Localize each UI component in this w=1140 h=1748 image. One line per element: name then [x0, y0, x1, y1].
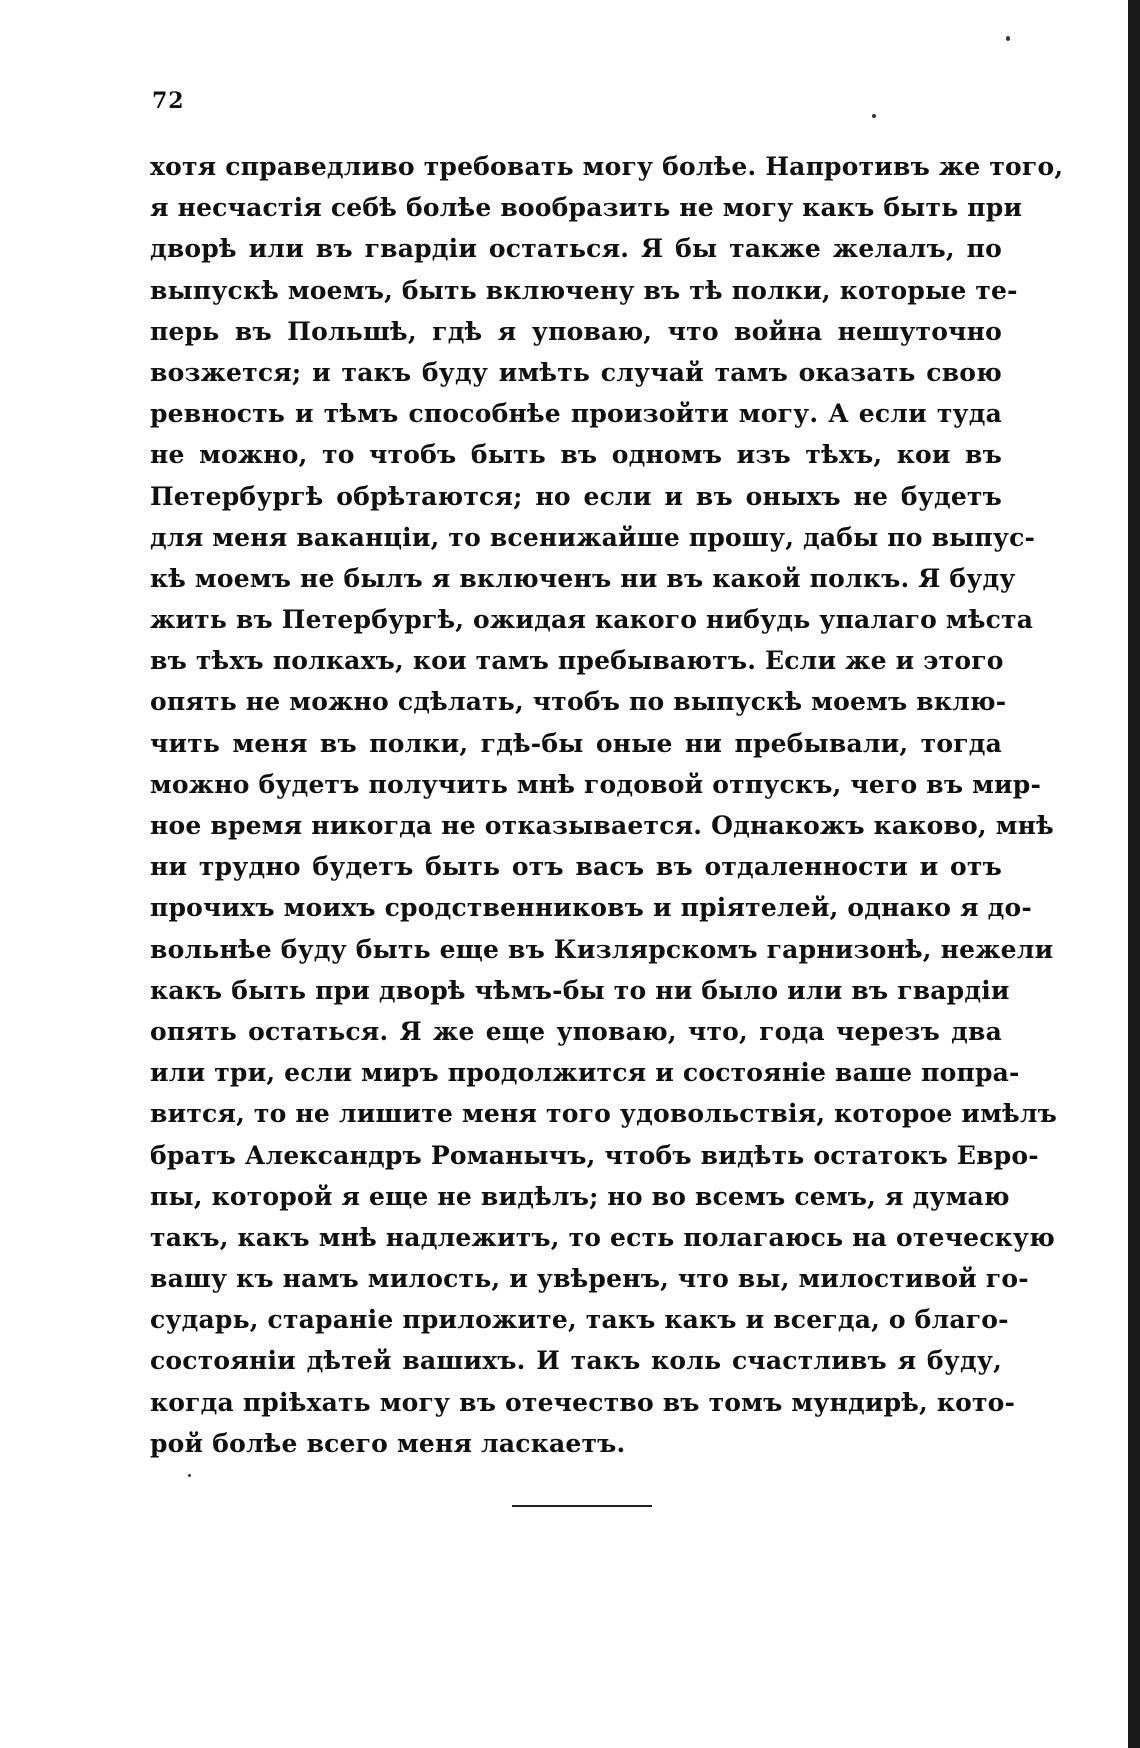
closing-rule: [512, 1505, 652, 1507]
text-line: опять остаться. Я же еще уповаю, что, года черезъ два: [150, 1016, 1002, 1046]
scan-edge: [1128, 0, 1140, 1748]
text-line: прочихъ моихъ сродственниковъ и пріятелей, однако я до-: [150, 893, 1032, 923]
text-line: или три, если миръ продолжится и состояніе ваше попра-: [150, 1058, 1020, 1088]
text-line: какъ быть при дворѣ чѣмъ-бы то ни было или въ гвардіи: [150, 975, 1010, 1005]
text-line: когда пріѣхать могу въ отечество въ томъ мундирѣ, кото-: [150, 1387, 1016, 1417]
text-line: вольнѣе буду быть еще въ Кизлярскомъ гарнизонѣ, нежели: [150, 934, 1054, 964]
text-line: дворѣ или въ гвардіи остаться. Я бы также желалъ, по: [150, 234, 1002, 264]
text-line: жить въ Петербургѣ, ожидая какого нибудь упалаго мѣста: [150, 605, 1034, 635]
text-line: ревность и тѣмъ способнѣе произойти могу. А если туда: [150, 399, 1002, 429]
text-line: ное время никогда не отказывается. Однакожъ каково, мнѣ: [150, 811, 1054, 840]
text-line: для меня ваканціи, то всенижайше прошу, дабы по выпус-: [150, 522, 1036, 552]
text-line: возжется; и такъ буду имѣть случай тамъ оказать свою: [150, 357, 1002, 387]
text-line: такъ, какъ мнѣ надлежитъ, то есть полагаюсь на отеческую: [150, 1222, 1055, 1252]
scan-speck: [1006, 36, 1010, 41]
text-line: выпускѣ моемъ, быть включену въ тѣ полки, которые те-: [150, 275, 1018, 305]
text-line: пы, которой я еще не видѣлъ; но во всемъ семъ, я думаю: [150, 1181, 1010, 1211]
text-line: можно будетъ получить мнѣ годовой отпускъ, чего въ мир-: [150, 769, 1042, 799]
text-line: хотя справедливо требовать могу болѣе. Напротивъ же того,: [150, 152, 1064, 181]
text-line: вится, то не лишите меня того удовольствія, которое имѣлъ: [150, 1099, 1058, 1129]
text-line: сударь, стараніе приложите, такъ какъ и всегда, о благо-: [150, 1305, 1009, 1335]
text-line: чить меня въ полки, гдѣ-бы оные ни пребывали, тогда: [150, 728, 1002, 758]
page-number: 72: [152, 88, 185, 114]
text-line: ни трудно будетъ быть отъ васъ въ отдаленности и отъ: [150, 852, 1002, 882]
scan-speck: [188, 1474, 191, 1477]
text-line: опять не можно сдѣлать, чтобъ по выпускѣ моемъ вклю-: [150, 687, 1007, 717]
text-line: рой болѣе всего меня ласкаетъ.: [150, 1428, 626, 1458]
text-line: въ тѣхъ полкахъ, кои тамъ пребываютъ. Если же и этого: [150, 646, 1004, 676]
text-line: я несчастія себѣ болѣе вообразить не могу какъ быть при: [150, 193, 1023, 223]
text-line: перь въ Польшѣ, гдѣ я уповаю, что война нешуточно: [150, 316, 1002, 346]
text-line: кѣ моемъ не былъ я включенъ ни въ какой полкъ. Я буду: [150, 563, 1016, 593]
scan-speck: [872, 114, 876, 118]
text-line: Петербургѣ обрѣтаются; но если и въ оныхъ не будетъ: [150, 481, 1002, 511]
text-line: состояніи дѣтей вашихъ. И такъ коль счастливъ я буду,: [150, 1346, 1002, 1376]
text-line: вашу къ намъ милость, и увѣренъ, что вы, милостивой го-: [150, 1264, 1029, 1294]
body-text: [150, 146, 1064, 1464]
text-line: не можно, то чтобъ быть въ одномъ изъ тѣхъ, кои въ: [150, 440, 1002, 470]
text-line: братъ Александръ Романычъ, чтобъ видѣть остатокъ Евро-: [150, 1140, 1039, 1170]
